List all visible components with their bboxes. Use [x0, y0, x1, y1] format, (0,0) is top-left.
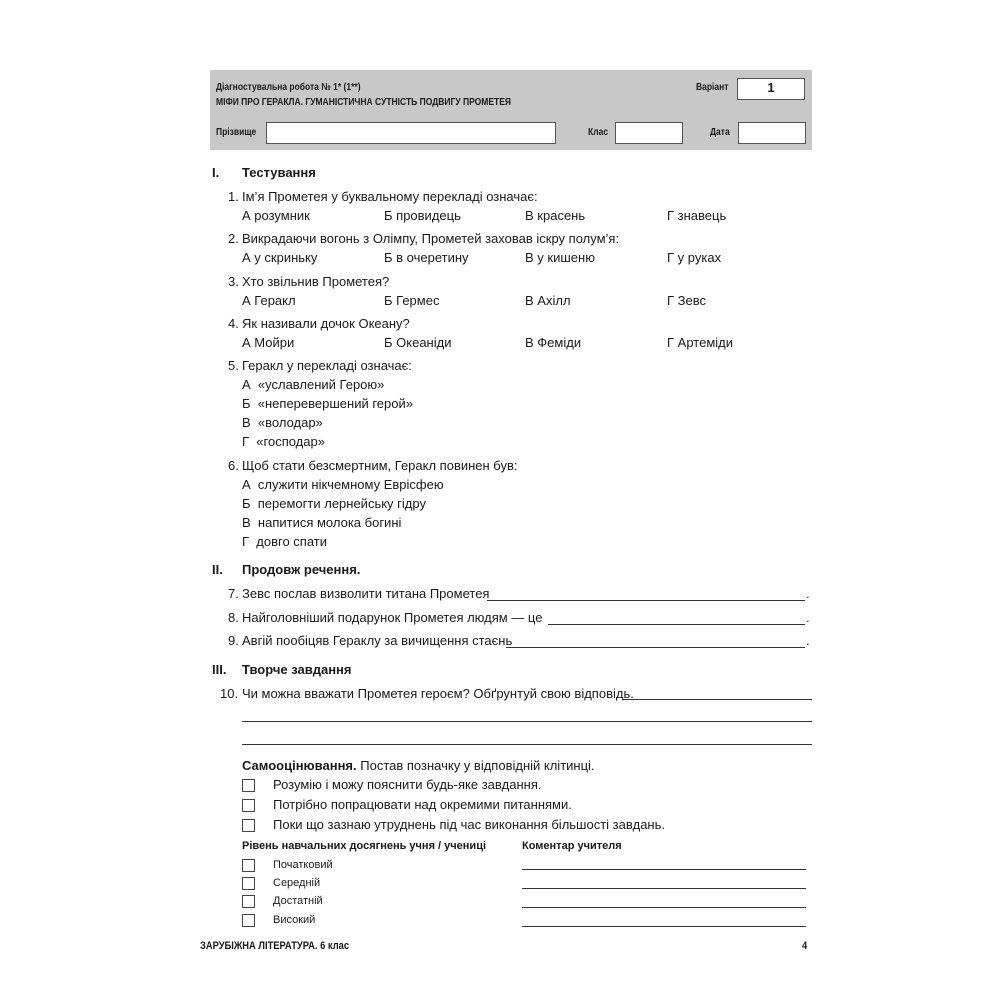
question-text: Ім’я Прометея у буквальному перекладі означає:	[242, 189, 538, 204]
answer-option[interactable]: Г знавець	[667, 208, 727, 223]
teacher-comment-line[interactable]	[522, 869, 806, 870]
self-assessment-checkbox[interactable]	[242, 779, 255, 792]
question-number: 7.	[228, 586, 239, 601]
answer-option[interactable]: Б перемогти лернейську гідру	[242, 496, 426, 511]
answer-line[interactable]	[622, 699, 812, 700]
question-text: Хто звільнив Прометея?	[242, 274, 390, 289]
variant-field[interactable]: 1	[737, 78, 805, 100]
answer-option[interactable]: Г Артеміди	[667, 335, 733, 350]
level-checkbox[interactable]	[242, 895, 255, 908]
answer-option[interactable]: В Ахілл	[525, 293, 571, 308]
answer-line[interactable]	[487, 600, 805, 601]
question-number: 8.	[228, 610, 239, 625]
question-text: Авгій пообіцяв Гераклу за вичищення стаєнь	[242, 633, 513, 648]
answer-option[interactable]: Б «неперевершений герой»	[242, 396, 413, 411]
self-assessment-option: Потрібно попрацювати над окремими питаннями.	[273, 797, 572, 812]
section3-number: III.	[212, 662, 227, 677]
worksheet-title: Діагностувальна робота № 1* (1**)	[216, 82, 361, 93]
worksheet-page	[200, 70, 812, 960]
question-number: 2.	[228, 231, 239, 246]
level-checkbox[interactable]	[242, 877, 255, 890]
level-option: Середній	[273, 877, 321, 889]
question-number: 9.	[228, 633, 239, 648]
question-text: Зевс послав визволити титана Прометея	[242, 586, 490, 601]
level-option: Високий	[273, 914, 316, 926]
answer-option[interactable]: Б Гермес	[384, 293, 440, 308]
section2-title: Продовж речення.	[242, 562, 361, 577]
section1-number: I.	[212, 165, 220, 180]
page-number: 4	[802, 940, 808, 952]
question-number: 4.	[228, 316, 239, 331]
answer-option[interactable]: Г у руках	[667, 250, 722, 265]
answer-option[interactable]: Г Зевс	[667, 293, 707, 308]
footer-subject: ЗАРУБІЖНА ЛІТЕРАТУРА. 6 клас	[200, 940, 350, 952]
answer-option[interactable]: В напитися молока богині	[242, 515, 402, 530]
levels-heading: Рівень навчальних досягнень учня / учениці	[242, 840, 487, 852]
answer-option[interactable]: А у скриньку	[242, 250, 318, 265]
self-assessment-heading: Самооцінювання. Постав позначку у відповідній клітинці.	[242, 758, 595, 773]
sentence-end: .	[806, 610, 810, 625]
header-panel	[210, 70, 812, 150]
teacher-comment-line[interactable]	[522, 888, 806, 889]
date-field[interactable]	[738, 122, 806, 144]
worksheet-subtitle: МІФИ ПРО ГЕРАКЛА. ГУМАНІСТИЧНА СУТНІСТЬ ПОДВИГУ ПРОМЕТЕЯ	[216, 97, 512, 108]
class-field[interactable]	[615, 122, 683, 144]
answer-option[interactable]: А розумник	[242, 208, 310, 223]
answer-option[interactable]: В красень	[525, 208, 586, 223]
question-text: Геракл у перекладі означає:	[242, 358, 412, 373]
answer-line[interactable]	[506, 647, 805, 648]
question-number: 6.	[228, 458, 239, 473]
question-text: Щоб стати безсмертним, Геракл повинен був:	[242, 458, 518, 473]
question-number: 5.	[228, 358, 239, 373]
answer-option[interactable]: Б Океаніди	[384, 335, 452, 350]
answer-option[interactable]: А Мойри	[242, 335, 295, 350]
answer-line[interactable]	[242, 721, 812, 722]
self-assessment-checkbox[interactable]	[242, 819, 255, 832]
class-label: Клас	[588, 127, 609, 138]
date-label: Дата	[710, 127, 730, 138]
answer-line[interactable]	[242, 744, 812, 745]
level-option: Достатній	[273, 895, 323, 907]
question-text: Найголовніший подарунок Прометея людям — це	[242, 610, 543, 625]
answer-option[interactable]: А служити нікчемному Еврісфею	[242, 477, 444, 492]
sentence-end: .	[806, 586, 810, 601]
answer-option[interactable]: Б в очеретину	[384, 250, 469, 265]
answer-option[interactable]: А «уславлений Герою»	[242, 377, 385, 392]
teacher-comment-line[interactable]	[522, 926, 806, 927]
answer-option[interactable]: А Геракл	[242, 293, 296, 308]
teacher-comment-label: Коментар учителя	[522, 840, 622, 852]
question-text: Викрадаючи вогонь з Олімпу, Прометей заховав іскру полум’я:	[242, 231, 620, 246]
answer-line[interactable]	[548, 624, 805, 625]
question-text: Як називали дочок Океану?	[242, 316, 410, 331]
answer-option[interactable]: Б провидець	[384, 208, 461, 223]
section2-number: II.	[212, 562, 223, 577]
question-number: 3.	[228, 274, 239, 289]
self-assessment-checkbox[interactable]	[242, 799, 255, 812]
section1-title: Тестування	[242, 165, 316, 180]
question-number: 10.	[220, 686, 239, 701]
level-option: Початковий	[273, 859, 333, 871]
answer-option[interactable]: В Феміди	[525, 335, 582, 350]
surname-label: Прізвище	[216, 127, 257, 138]
surname-field[interactable]	[266, 122, 556, 144]
sentence-end: .	[806, 633, 810, 648]
level-checkbox[interactable]	[242, 914, 255, 927]
question-text: Чи можна вважати Прометея героєм? Обґрунтуй свою відповідь.	[242, 686, 634, 701]
self-assessment-option: Поки що зазнаю утруднень під час виконання більшості завдань.	[273, 817, 665, 832]
question-number: 1.	[228, 189, 239, 204]
section3-title: Творче завдання	[242, 662, 352, 677]
level-checkbox[interactable]	[242, 859, 255, 872]
answer-option[interactable]: В «володар»	[242, 415, 323, 430]
self-assessment-option: Розумію і можу пояснити будь-яке завдання.	[273, 777, 542, 792]
teacher-comment-line[interactable]	[522, 907, 806, 908]
answer-option[interactable]: В у кишеню	[525, 250, 595, 265]
variant-label: Варіант	[696, 82, 729, 93]
answer-option[interactable]: Г «господар»	[242, 434, 325, 449]
answer-option[interactable]: Г довго спати	[242, 534, 328, 549]
